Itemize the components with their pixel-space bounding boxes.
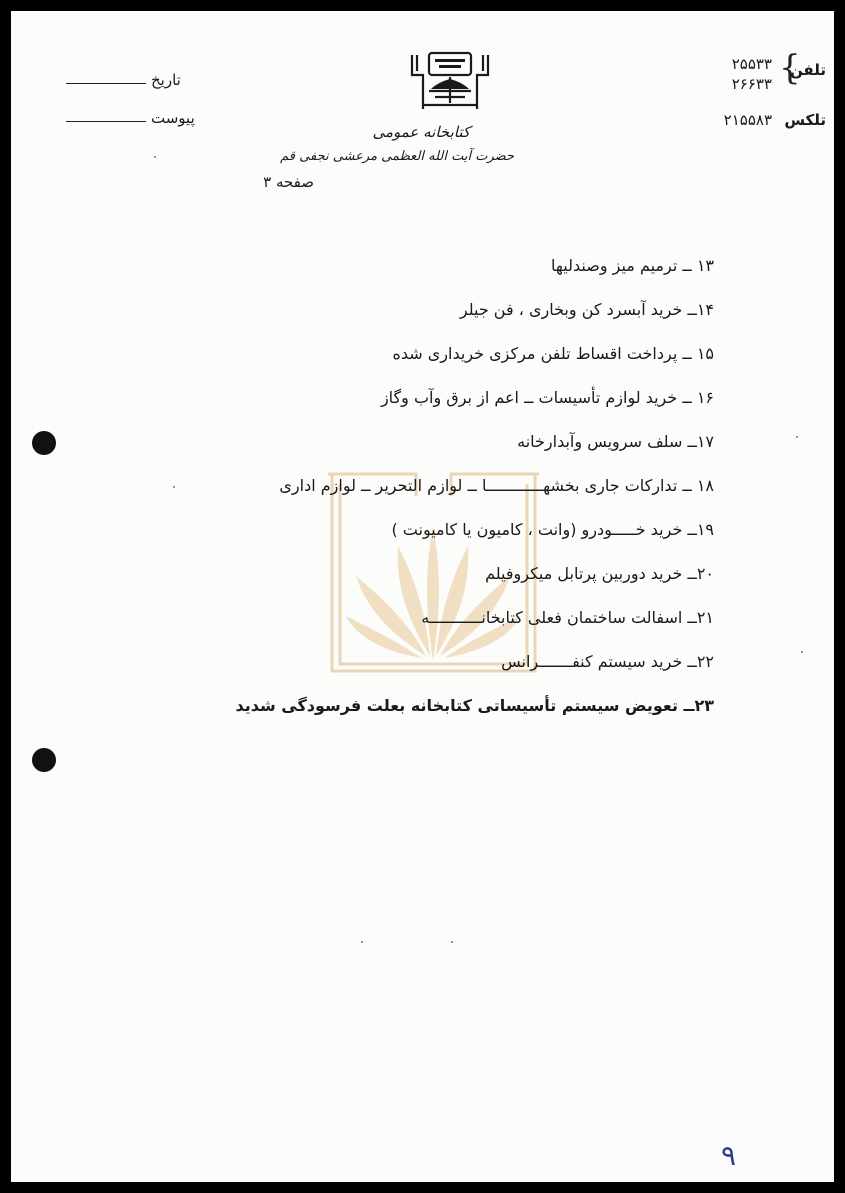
speck	[173, 486, 175, 488]
attachment-label: پیوست	[151, 109, 195, 127]
list-item: ۱۵ ــ پرداخت اقساط تلفن مرکزی خریداری شده	[392, 344, 714, 363]
list-item: ۱۳ ــ ترمیم میز وصندلیها	[551, 256, 714, 275]
punch-hole-top	[32, 431, 56, 455]
list-item: ۲۰ــ خرید دوربین پرتابل میکروفیلم	[485, 564, 714, 583]
list-item: ۱۹ــ خرید خـــــودرو (وانت ، کامیون یا کامیونت )	[391, 520, 714, 539]
list-item: ۱۴ــ خرید آبسرد کن وبخاری ، فن جیلر	[459, 300, 714, 319]
phone-number-1: ۲۵۵۳۳	[731, 55, 772, 73]
org-name: کتابخانه عمومی	[372, 123, 470, 141]
punch-hole-bottom	[32, 748, 56, 772]
org-subtitle: حضرت آیت الله العظمی مرعشی نجفی قم	[280, 149, 514, 164]
telex-label: تلکس	[784, 111, 826, 129]
list-item: ۱۶ ــ خرید لوازم تأسیسات ــ اعم از برق وآب وگاز	[380, 388, 714, 407]
list-item: ۱۷ــ سلف سرویس وآبدارخانه	[517, 432, 714, 451]
telex-number: ۲۱۵۵۸۳	[723, 111, 772, 129]
list-item: ۲۱ــ اسفالت ساختمان فعلی کتابخانـــــــــــه	[421, 608, 714, 627]
date-line	[66, 83, 146, 84]
document-page	[11, 11, 834, 1182]
phone-label: تلفن	[789, 61, 826, 79]
speck	[801, 651, 803, 653]
phone-brace: {	[779, 48, 801, 88]
date-label: تاریخ	[151, 71, 181, 89]
phone-number-2: ۲۶۶۳۳	[731, 75, 772, 93]
page-label: صفحه ۳	[263, 173, 314, 191]
library-logo-icon	[409, 47, 491, 109]
speck	[451, 941, 453, 943]
list-item: ۱۸ ــ تدارکات جاری بخشهــــــــــــا ــ لوازم التحریر ــ لوازم اداری	[279, 476, 714, 495]
list-item: ۲۲ــ خرید سیستم کنفـــــــرانس	[501, 652, 714, 671]
speck	[361, 941, 363, 943]
handwritten-page-number: ۹	[721, 1139, 737, 1172]
speck	[154, 156, 156, 158]
list-item: ۲۳ــ تعویض سیستم تأسیساتی کتابخانه بعلت فرسودگی شدید	[235, 696, 714, 715]
attachment-line	[66, 121, 146, 122]
speck	[796, 436, 798, 438]
